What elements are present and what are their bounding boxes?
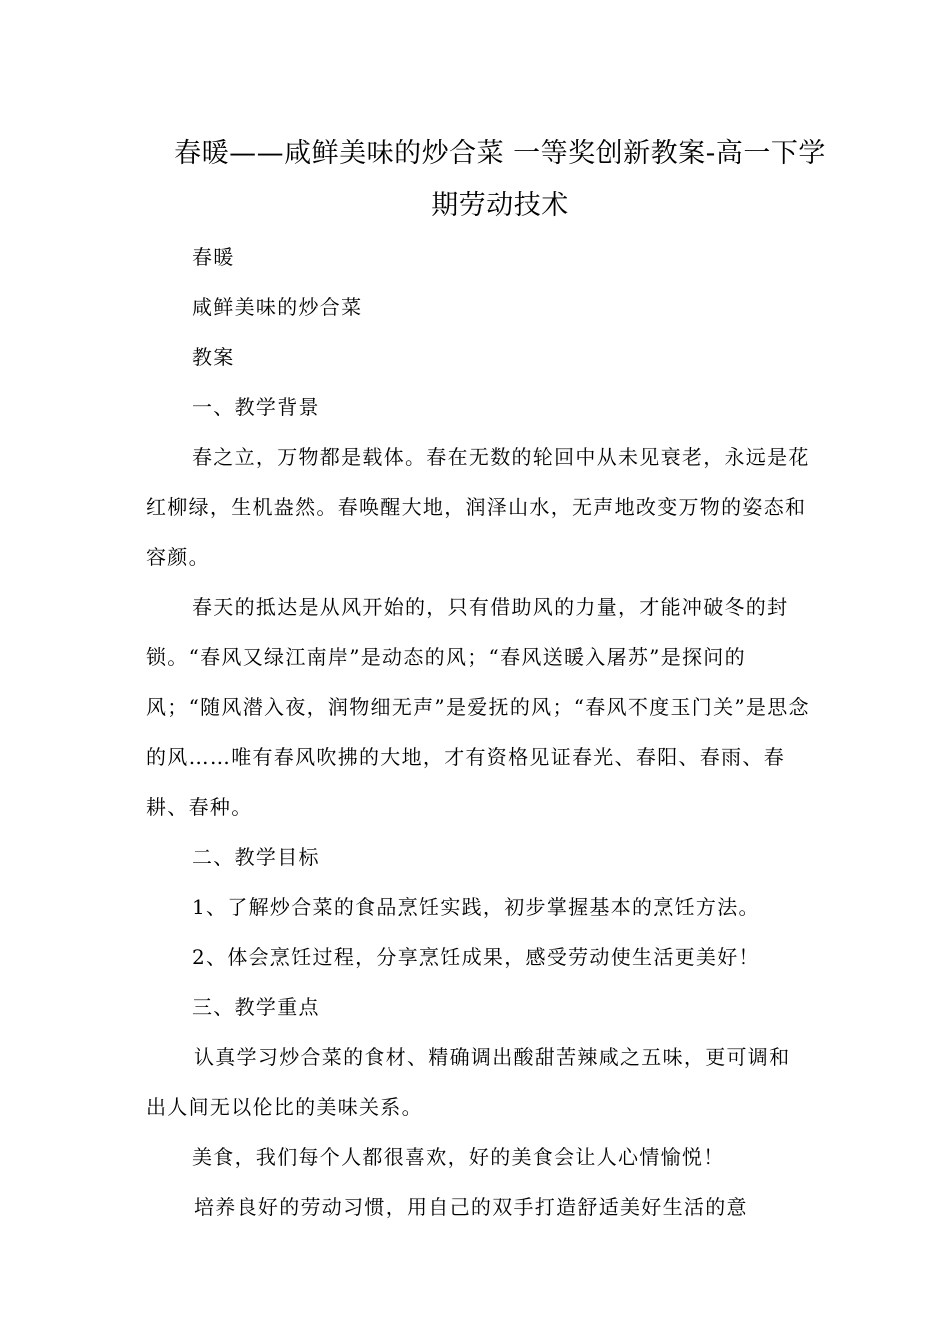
paragraph-key-points-2: 美食，我们每个人都很喜欢，好的美食会让人心情愉悦！	[192, 1145, 725, 1169]
heading-dish: 咸鲜美味的炒合菜	[192, 295, 363, 319]
paragraph-key-points-3: 培养良好的劳动习惯，用自己的双手打造舒适美好生活的意	[194, 1195, 748, 1219]
section-heading-key-points: 三、教学重点	[192, 995, 320, 1019]
objective-item-2: 2、体会烹饪过程，分享烹饪成果，感受劳动使生活更美好！	[192, 945, 760, 969]
section-heading-objectives: 二、教学目标	[192, 845, 320, 869]
document-title	[140, 128, 860, 232]
heading-lesson-plan: 教案	[192, 345, 235, 369]
paragraph-background-2: 春天的抵达是从风开始的，只有借助风的力量，才能冲破冬的封锁。“春风又绿江南岸”是动态的风；“春风送暖入屠苏”是探问的风；“随风潜入夜，润物细无声”是爱抚的风；“春风不度玉门关”是思念的风……唯有春风吹拂的大地，才有资格见证春光、春阳、春雨、春耕、春种。	[146, 595, 810, 819]
section-heading-background: 一、教学背景	[192, 395, 320, 419]
document-body	[146, 232, 810, 1232]
heading-spring: 春暖	[192, 245, 235, 269]
paragraph-key-points-1: 认真学习炒合菜的食材、精确调出酸甜苦辣咸之五味，更可调和出人间无以伦比的美味关系。	[146, 1045, 791, 1119]
paragraph-background-1: 春之立，万物都是载体。春在无数的轮回中从未见衰老，永远是花红柳绿，生机盎然。春唤醒大地，润泽山水，无声地改变万物的姿态和容颜。	[146, 445, 810, 569]
objective-item-1: 1、了解炒合菜的食品烹饪实践，初步掌握基本的烹饪方法。	[192, 895, 760, 919]
title-line-1: 春暖——咸鲜美味的炒合菜 一等奖创新教案-高一下学	[174, 138, 826, 169]
title-line-2: 期劳动技术	[431, 190, 569, 221]
